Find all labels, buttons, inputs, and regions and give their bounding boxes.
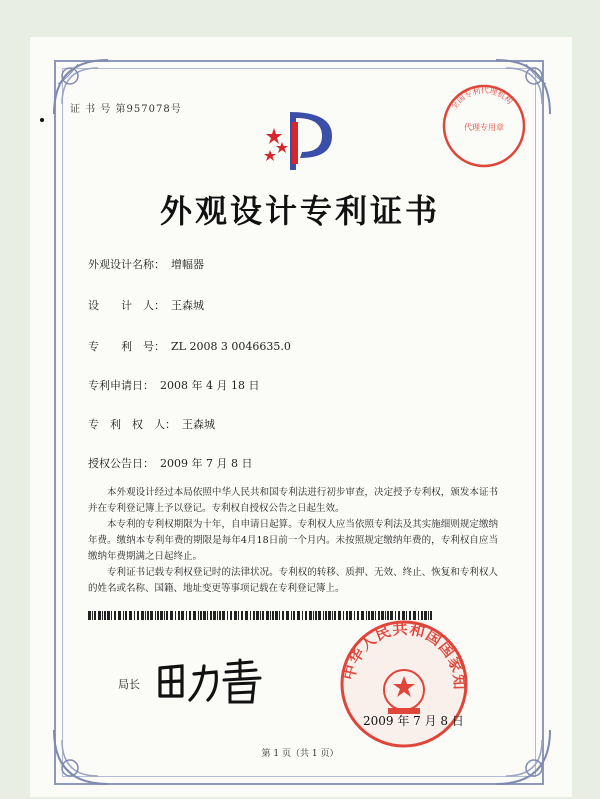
barcode-bar (203, 611, 206, 620)
field-grant-date (88, 455, 252, 471)
certificate-body (88, 485, 498, 597)
field-designer (88, 297, 204, 313)
barcode-bar (111, 611, 112, 620)
barcode-bar (98, 611, 101, 620)
barcode-bar (291, 611, 292, 620)
barcode-bar (178, 611, 180, 620)
barcode-bar (102, 611, 103, 620)
field-value: 王森城 (171, 299, 204, 312)
barcode-bar (213, 611, 216, 620)
barcode-bar (253, 611, 255, 620)
barcode-bar (193, 611, 196, 620)
barcode-bar (227, 611, 228, 620)
agency-seal-center-text: 代理专用章 (464, 123, 504, 132)
barcode-bar (262, 611, 264, 620)
barcode-bar (150, 611, 153, 620)
barcode-bar (318, 611, 321, 620)
field-value: ZL 2008 3 0046635.0 (171, 340, 291, 353)
barcode-bar (186, 611, 187, 620)
barcode-bar (104, 611, 106, 620)
barcode-bar (230, 611, 232, 620)
body-paragraph: 本专利的专利权期限为十年，自申请日起算。专利权人应当依照专利法及其实施细则规定缴纳年费。缴纳本专利年费的期限是每年4月18日前一个月内。未按照规定缴纳年费的，专利权自应当缴纳年费期满之日起终止。 (88, 519, 498, 562)
barcode-bar (219, 611, 221, 620)
barcode-bar (207, 611, 208, 620)
agency-seal-ring-text: 全国专利代理机构 (449, 85, 515, 112)
barcode-bar (175, 611, 176, 620)
barcode-bar (157, 611, 159, 620)
barcode-bar (160, 611, 163, 620)
barcode-bar (332, 611, 333, 620)
barcode-bar (266, 611, 269, 620)
barcode-bar (256, 611, 259, 620)
barcode-bar (125, 611, 127, 620)
barcode-bar (141, 611, 144, 620)
barcode-bar (210, 611, 212, 620)
field-label: 专 利 号： (88, 340, 165, 353)
official-seal (338, 618, 470, 750)
barcode-bar (241, 611, 243, 620)
barcode-bar (170, 611, 173, 620)
agency-seal (440, 82, 528, 170)
barcode-bar (198, 611, 199, 620)
barcode-bar (94, 611, 96, 620)
barcode-bar (145, 611, 146, 620)
barcode-bar (118, 611, 121, 620)
barcode-bar (166, 611, 168, 620)
field-design-name (88, 256, 204, 272)
director-label: 局长 (118, 678, 140, 691)
barcode-bar (245, 611, 248, 620)
barcode-bar (123, 611, 124, 620)
field-value: 2009 年 7 月 8 日 (160, 457, 253, 470)
field-label: 设 计 人： (88, 299, 165, 312)
barcode-bar (181, 611, 184, 620)
certificate-title: 外观设计专利证书 (159, 192, 440, 230)
barcode-bar (217, 611, 218, 620)
svg-text:全国专利代理机构 (448, 85, 515, 111)
official-seal-text: 中华人民共和国国家知 (339, 619, 469, 691)
patent-office-logo-icon (262, 108, 342, 174)
barcode-bar (164, 611, 165, 620)
barcode-bar (315, 611, 317, 620)
barcode-bar (234, 611, 237, 620)
barcode-bar (137, 611, 139, 620)
barcode-bar (88, 611, 91, 620)
field-value: 增幅器 (171, 258, 204, 271)
field-value: 王森城 (182, 418, 215, 431)
barcode-bar (328, 611, 331, 620)
barcode-bar (238, 611, 239, 620)
barcode-bar (147, 611, 149, 620)
page-number: 第 1 页（共 1 页） (261, 749, 339, 759)
issue-date: 2009 年 7 月 8 日 (363, 714, 464, 728)
barcode-bar (250, 611, 251, 620)
barcode-bar (92, 611, 93, 620)
field-value: 2008 年 4 月 18 日 (160, 379, 260, 392)
field-patentee (88, 416, 215, 432)
barcode-bar (114, 611, 116, 620)
certificate-number: 证 书 号 第957078号 (70, 104, 182, 115)
field-label: 外观设计名称： (88, 258, 165, 271)
barcode-bar (282, 611, 284, 620)
barcode-bar (309, 611, 312, 620)
barcode-bar (302, 611, 303, 620)
barcode-bar (129, 611, 132, 620)
barcode-bar (286, 611, 289, 620)
barcode-bar (189, 611, 191, 620)
body-paragraph: 本外观设计经过本局依照中华人民共和国专利法进行初步审查，决定授予专利权，颁发本证书并在专利登记簿上予以登记。专利权自授权公告之日起生效。 (88, 487, 498, 514)
field-label: 授权公告日： (88, 457, 154, 470)
barcode-bar (305, 611, 307, 620)
barcode-bar (155, 611, 156, 620)
barcode-bar (260, 611, 261, 620)
field-label: 专利申请日： (88, 379, 154, 392)
barcode-bar (279, 611, 280, 620)
barcode-bar (107, 611, 110, 620)
barcode-bar (325, 611, 327, 620)
body-paragraph: 专利证书记载专利权登记时的法律状况。专利权的转移、质押、无效、终止、恢复和专利权人的姓名或名称、国籍、地址变更等事项记载在专利登记簿上。 (88, 567, 498, 594)
barcode-bar (270, 611, 271, 620)
barcode-bar (323, 611, 324, 620)
barcode-bar (293, 611, 295, 620)
stray-dot (40, 118, 44, 122)
barcode-bar (272, 611, 274, 620)
barcode-bar (222, 611, 225, 620)
barcode-bar (297, 611, 300, 620)
field-application-date (88, 377, 259, 393)
barcode-bar (334, 611, 336, 620)
barcode-bar (313, 611, 314, 620)
director-signature (152, 656, 267, 706)
barcode-bar (275, 611, 278, 620)
barcode-bar (200, 611, 202, 620)
field-label: 专 利 权 人： (88, 418, 176, 431)
field-patent-number (88, 338, 291, 354)
barcode-bar (134, 611, 135, 620)
